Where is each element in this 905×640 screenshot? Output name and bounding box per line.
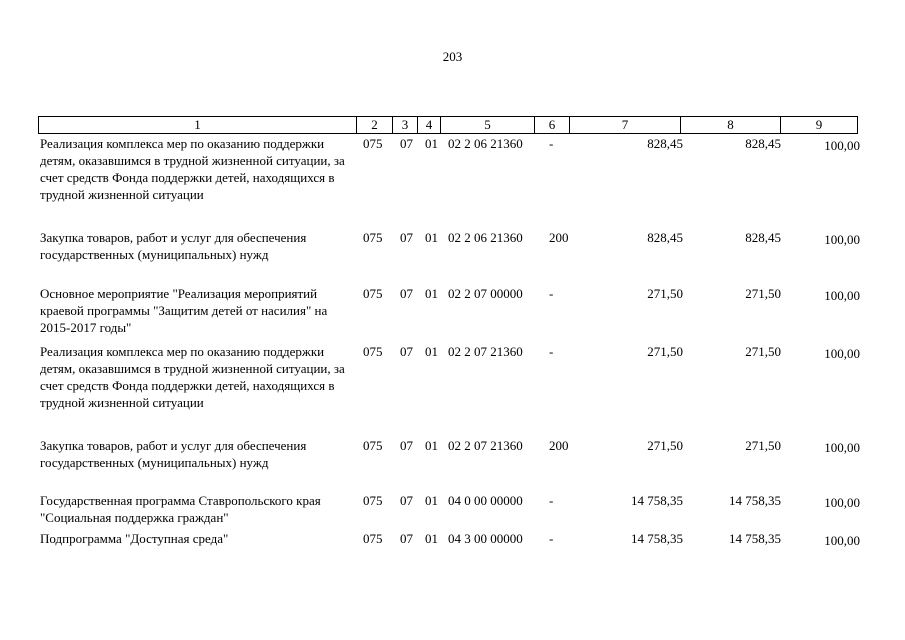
- expense-type-code: -: [549, 136, 554, 151]
- expense-type-code: -: [549, 531, 554, 546]
- subsection-code: 01: [425, 136, 438, 151]
- ministry-code: 075: [363, 344, 383, 359]
- header-cell-5: 5: [441, 117, 535, 134]
- subsection-code: 01: [425, 531, 438, 546]
- planned-amount: 828,45: [647, 136, 683, 151]
- ministry-code: 075: [363, 438, 383, 453]
- header-cell-9: 9: [781, 117, 858, 134]
- planned-amount: 14 758,35: [631, 493, 683, 508]
- header-cell-4: 4: [418, 117, 441, 134]
- subsection-code: 01: [425, 438, 438, 453]
- execution-percent: 100,00: [824, 138, 860, 153]
- section-code: 07: [400, 136, 413, 151]
- execution-percent: 100,00: [824, 495, 860, 510]
- ministry-code: 075: [363, 531, 383, 546]
- header-cell-2: 2: [357, 117, 393, 134]
- subsection-code: 01: [425, 493, 438, 508]
- ministry-code: 075: [363, 493, 383, 508]
- section-code: 07: [400, 230, 413, 245]
- executed-amount: 271,50: [745, 286, 781, 301]
- ministry-code: 075: [363, 230, 383, 245]
- header-cell-8: 8: [681, 117, 781, 134]
- executed-amount: 271,50: [745, 344, 781, 359]
- row-name: Подпрограмма "Доступная среда": [40, 531, 229, 546]
- executed-amount: 14 758,35: [729, 531, 781, 546]
- execution-percent: 100,00: [824, 440, 860, 455]
- ministry-code: 075: [363, 286, 383, 301]
- planned-amount: 828,45: [647, 230, 683, 245]
- executed-amount: 14 758,35: [729, 493, 781, 508]
- execution-percent: 100,00: [824, 533, 860, 548]
- target-article-code: 02 2 06 21360: [448, 136, 523, 151]
- header-cell-7: 7: [570, 117, 681, 134]
- expense-type-code: -: [549, 286, 554, 301]
- row-name: Основное мероприятие "Реализация мероприятий краевой программы "Защитим детей от насилия" на 2015-2017 годы": [40, 286, 328, 335]
- expense-type-code: -: [549, 493, 554, 508]
- executed-amount: 828,45: [745, 230, 781, 245]
- expense-type-code: 200: [549, 438, 569, 453]
- subsection-code: 01: [425, 344, 438, 359]
- column-number-header: [38, 116, 858, 134]
- target-article-code: 02 2 07 21360: [448, 438, 523, 453]
- section-code: 07: [400, 438, 413, 453]
- section-code: 07: [400, 344, 413, 359]
- row-name: Закупка товаров, работ и услуг для обеспечения государственных (муниципальных) нужд: [40, 230, 307, 262]
- page-number: 203: [442, 49, 463, 64]
- target-article-code: 02 2 07 21360: [448, 344, 523, 359]
- expense-type-code: -: [549, 344, 554, 359]
- section-code: 07: [400, 531, 413, 546]
- planned-amount: 271,50: [647, 438, 683, 453]
- row-name: Государственная программа Ставропольского края "Социальная поддержка граждан": [40, 493, 321, 525]
- target-article-code: 04 0 00 00000: [448, 493, 523, 508]
- header-cell-3: 3: [393, 117, 418, 134]
- row-name: Реализация комплекса мер по оказанию поддержки детям, оказавшимся в трудной жизненной ситуации, за счет средств Фонда поддержки детей, находящихся в трудной жизненной ситуации: [40, 136, 345, 202]
- execution-percent: 100,00: [824, 232, 860, 247]
- section-code: 07: [400, 493, 413, 508]
- planned-amount: 271,50: [647, 344, 683, 359]
- executed-amount: 271,50: [745, 438, 781, 453]
- expense-type-code: 200: [549, 230, 569, 245]
- header-cell-6: 6: [535, 117, 570, 134]
- section-code: 07: [400, 286, 413, 301]
- target-article-code: 02 2 06 21360: [448, 230, 523, 245]
- execution-percent: 100,00: [824, 288, 860, 303]
- row-name: Реализация комплекса мер по оказанию поддержки детям, оказавшимся в трудной жизненной ситуации, за счет средств Фонда поддержки детей, находящихся в трудной жизненной ситуации: [40, 344, 345, 410]
- planned-amount: 14 758,35: [631, 531, 683, 546]
- row-name: Закупка товаров, работ и услуг для обеспечения государственных (муниципальных) нужд: [40, 438, 307, 470]
- planned-amount: 271,50: [647, 286, 683, 301]
- subsection-code: 01: [425, 230, 438, 245]
- header-cell-1: 1: [39, 117, 357, 134]
- target-article-code: 04 3 00 00000: [448, 531, 523, 546]
- executed-amount: 828,45: [745, 136, 781, 151]
- execution-percent: 100,00: [824, 346, 860, 361]
- target-article-code: 02 2 07 00000: [448, 286, 523, 301]
- subsection-code: 01: [425, 286, 438, 301]
- ministry-code: 075: [363, 136, 383, 151]
